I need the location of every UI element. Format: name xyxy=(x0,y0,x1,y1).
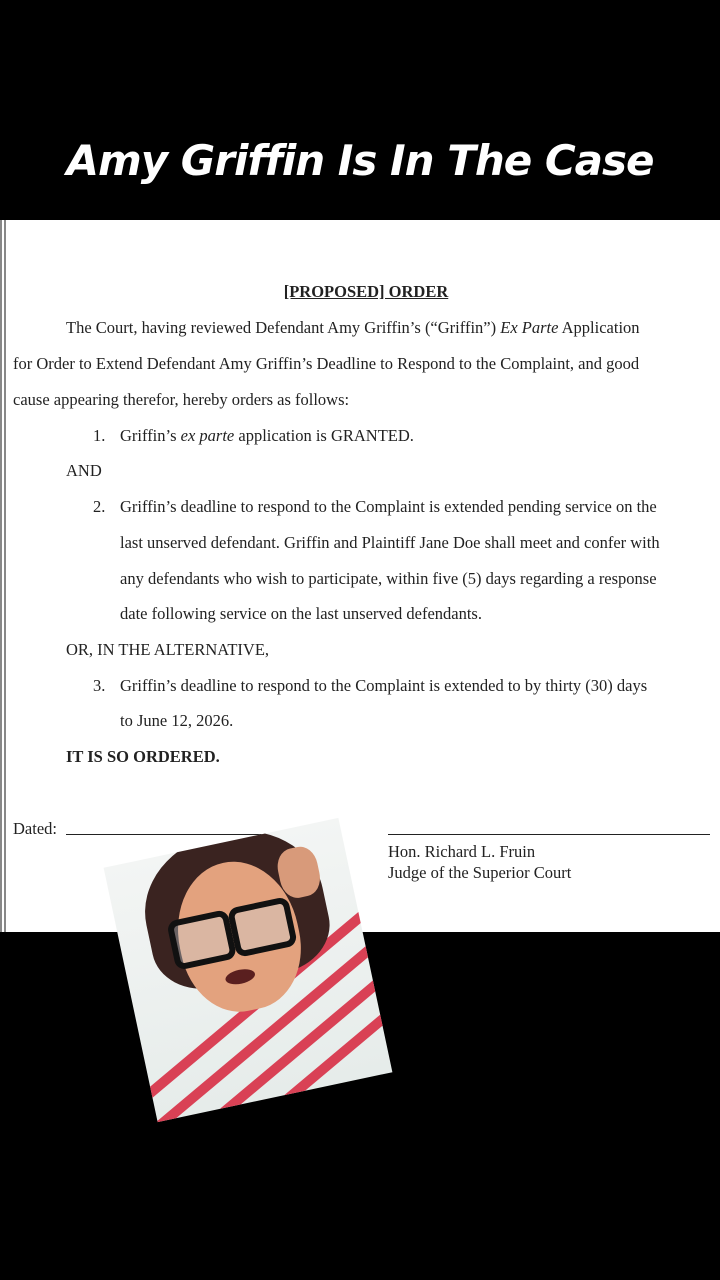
item-text: last unserved defendant. Griffin and Plaintiff Jane Doe shall meet and confer with xyxy=(120,533,660,552)
court-document xyxy=(0,220,720,932)
paragraph-line xyxy=(66,318,640,338)
item-text: to June 12, 2026. xyxy=(120,711,234,730)
alternative-connector: OR, IN THE ALTERNATIVE, xyxy=(66,640,270,659)
item-text: Griffin’s deadline to respond to the Complaint is extended to by thirty (30) days xyxy=(120,676,648,695)
text-span-italic: Ex Parte xyxy=(500,318,559,337)
paragraph-line: for Order to Extend Defendant Amy Griffin’s Deadline to Respond to the Complaint, and good xyxy=(13,354,640,373)
item-text: date following service on the last unserved defendants. xyxy=(120,604,482,623)
item-number: 2. xyxy=(93,497,106,516)
paragraph-line: cause appearing therefor, hereby orders as follows: xyxy=(13,390,350,409)
text-span: Griffin’s xyxy=(120,426,181,445)
date-signature-line xyxy=(66,834,280,835)
item-number: 3. xyxy=(93,676,106,695)
judge-name: Hon. Richard L. Fruin xyxy=(388,842,536,861)
text-span: Application xyxy=(558,318,640,337)
video-caption: Amy Griffin Is In The Case xyxy=(66,136,654,185)
item-number: 1. xyxy=(93,426,106,445)
dated-label: Dated: xyxy=(13,819,57,838)
item-text: any defendants who wish to participate, within five (5) days regarding a response xyxy=(120,569,657,588)
text-span: application is GRANTED. xyxy=(234,426,414,445)
so-ordered: IT IS SO ORDERED. xyxy=(66,747,220,766)
item-text xyxy=(120,426,414,446)
text-span-italic: ex parte xyxy=(180,426,235,445)
judge-signature-line xyxy=(388,834,710,835)
and-connector: AND xyxy=(66,461,102,480)
judge-title: Judge of the Superior Court xyxy=(388,863,572,882)
item-text: Griffin’s deadline to respond to the Complaint is extended pending service on the xyxy=(120,497,657,516)
text-span: The Court, having reviewed Defendant Amy Griffin’s (“Griffin”) xyxy=(66,318,501,337)
document-title: [PROPOSED] ORDER xyxy=(283,282,449,301)
